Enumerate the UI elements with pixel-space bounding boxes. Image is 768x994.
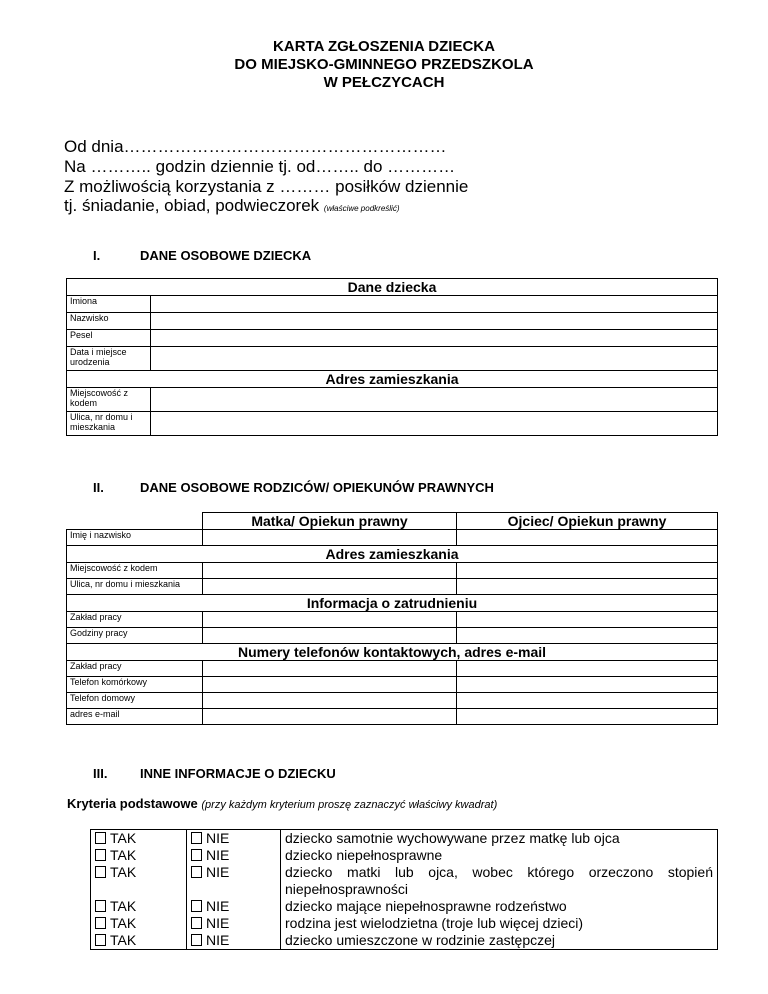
field-mother-name[interactable]: [203, 530, 457, 546]
yes-checkbox[interactable]: [95, 934, 106, 946]
table-row: [67, 693, 718, 709]
criteria-title: Kryteria podstawowe: [67, 796, 198, 811]
hours-line: Na ……….. godzin dziennie tj. od…….. do …………: [64, 157, 456, 176]
table-row: [67, 563, 718, 579]
no-label: NIE: [206, 864, 230, 880]
table-row: [67, 677, 718, 693]
child-address-header: Adres zamieszkania: [67, 371, 718, 388]
criterion-text: dziecko samotnie wychowywane przez matkę lub ojca: [281, 830, 718, 848]
row-label: Telefon komórkowy: [67, 677, 203, 693]
criterion-text: dziecko mające niepełnosprawne rodzeństwo: [281, 898, 718, 915]
table-row: [67, 530, 718, 546]
section2-number: II.: [93, 480, 104, 495]
row-label: Godziny pracy: [67, 628, 203, 644]
row-label: Data i miejsce urodzenia: [67, 347, 151, 371]
field-pesel[interactable]: [151, 330, 718, 347]
table-row: [67, 347, 718, 371]
yes-label: TAK: [110, 864, 137, 880]
yes-checkbox[interactable]: [95, 849, 106, 861]
field-surname[interactable]: [151, 313, 718, 330]
no-checkbox[interactable]: [191, 934, 202, 946]
criteria-caption: [67, 796, 497, 811]
row-label: Pesel: [67, 330, 151, 347]
field-father-city[interactable]: [457, 563, 718, 579]
section2-title: DANE OSOBOWE RODZICÓW/ OPIEKUNÓW PRAWNYCH: [140, 480, 494, 495]
section1-number: I.: [93, 248, 101, 263]
field-father-mobile[interactable]: [457, 677, 718, 693]
field-father-email[interactable]: [457, 709, 718, 725]
no-checkbox[interactable]: [191, 849, 202, 861]
field-mother-work-hours[interactable]: [203, 628, 457, 644]
no-label: NIE: [206, 830, 230, 846]
meals-line: Z możliwością korzystania z ……… posiłków dziennie: [64, 177, 469, 196]
yes-label: TAK: [110, 932, 137, 948]
row-label: Telefon domowy: [67, 693, 203, 709]
no-label: NIE: [206, 932, 230, 948]
table-row: [67, 612, 718, 628]
no-label: NIE: [206, 898, 230, 914]
field-father-home-phone[interactable]: [457, 693, 718, 709]
contact-header: Numery telefonów kontaktowych, adres e-mail: [67, 644, 718, 661]
yes-checkbox[interactable]: [95, 832, 106, 844]
table-row: [67, 388, 718, 412]
field-first-names[interactable]: [151, 296, 718, 313]
meals-types-text: tj. śniadanie, obiad, podwieczorek: [64, 196, 320, 215]
child-data-table: [66, 278, 718, 436]
parents-data-table: [66, 512, 718, 725]
no-label: NIE: [206, 915, 230, 931]
criterion-text: rodzina jest wielodzietna (troje lub więcej dzieci): [281, 915, 718, 932]
field-mother-mobile[interactable]: [203, 677, 457, 693]
section3-title: INNE INFORMACJE O DZIECKU: [140, 766, 336, 781]
table-row: [91, 847, 718, 864]
yes-label: TAK: [110, 898, 137, 914]
field-mother-home-phone[interactable]: [203, 693, 457, 709]
field-child-city[interactable]: [151, 388, 718, 412]
underline-note: (właściwe podkreślić): [323, 204, 400, 213]
table-row: [91, 830, 718, 848]
table-row: [67, 296, 718, 313]
table-row: [67, 313, 718, 330]
start-date-line: Od dnia…………………………………………………: [64, 137, 447, 156]
field-father-work-hours[interactable]: [457, 628, 718, 644]
form-title-line2: DO MIEJSKO-GMINNEGO PRZEDSZKOLA: [234, 56, 534, 73]
yes-label: TAK: [110, 915, 137, 931]
parents-address-header: Adres zamieszkania: [67, 546, 718, 563]
criteria-note: (przy każdym kryterium proszę zaznaczyć właściwy kwadrat): [201, 799, 498, 811]
yes-checkbox[interactable]: [95, 866, 106, 878]
table-row: [67, 661, 718, 677]
table-row: [91, 915, 718, 932]
field-mother-city[interactable]: [203, 563, 457, 579]
row-label: adres e-mail: [67, 709, 203, 725]
row-label: Nazwisko: [67, 313, 151, 330]
table-row: [67, 709, 718, 725]
form-title-line1: KARTA ZGŁOSZENIA DZIECKA: [273, 38, 495, 55]
table-row: [91, 864, 718, 898]
yes-label: TAK: [110, 847, 137, 863]
row-label: Ulica, nr domu i mieszkania: [67, 579, 203, 595]
row-label: Imiona: [67, 296, 151, 313]
row-label: Imię i nazwisko: [67, 530, 203, 546]
yes-checkbox[interactable]: [95, 900, 106, 912]
field-father-street[interactable]: [457, 579, 718, 595]
no-checkbox[interactable]: [191, 917, 202, 929]
criterion-text: dziecko niepełnosprawne: [281, 847, 718, 864]
row-label: Miejscowość z kodem: [67, 388, 151, 412]
meals-types-line: [64, 196, 399, 219]
field-father-name[interactable]: [457, 530, 718, 546]
no-checkbox[interactable]: [191, 832, 202, 844]
field-birth-date-place[interactable]: [151, 347, 718, 371]
field-father-workplace[interactable]: [457, 612, 718, 628]
no-checkbox[interactable]: [191, 866, 202, 878]
child-data-header: Dane dziecka: [67, 279, 718, 296]
mother-column-header: Matka/ Opiekun prawny: [203, 513, 457, 530]
field-father-work-phone[interactable]: [457, 661, 718, 677]
father-column-header: Ojciec/ Opiekun prawny: [457, 513, 718, 530]
criteria-table: [90, 829, 718, 950]
table-row: [67, 330, 718, 347]
table-row: [67, 579, 718, 595]
section3-number: III.: [93, 766, 108, 781]
table-row: [67, 412, 718, 436]
employment-header: Informacja o zatrudnieniu: [67, 595, 718, 612]
row-label: Ulica, nr domu i mieszkania: [67, 412, 151, 436]
row-label: Miejscowość z kodem: [67, 563, 203, 579]
criterion-text: dziecko matki lub ojca, wobec którego orzeczono stopień niepełnosprawności: [281, 864, 718, 898]
no-checkbox[interactable]: [191, 900, 202, 912]
table-row: [91, 898, 718, 915]
field-mother-work-phone[interactable]: [203, 661, 457, 677]
yes-label: TAK: [110, 830, 137, 846]
criterion-text: dziecko umieszczone w rodzinie zastępczej: [281, 932, 718, 950]
table-row: [67, 628, 718, 644]
row-label: Zakład pracy: [67, 612, 203, 628]
field-child-street[interactable]: [151, 412, 718, 436]
table-row: [91, 932, 718, 950]
form-title-line3: W PEŁCZYCACH: [323, 74, 445, 91]
section1-title: DANE OSOBOWE DZIECKA: [140, 248, 312, 263]
field-mother-workplace[interactable]: [203, 612, 457, 628]
yes-checkbox[interactable]: [95, 917, 106, 929]
row-label: Zakład pracy: [67, 661, 203, 677]
field-mother-street[interactable]: [203, 579, 457, 595]
no-label: NIE: [206, 847, 230, 863]
field-mother-email[interactable]: [203, 709, 457, 725]
